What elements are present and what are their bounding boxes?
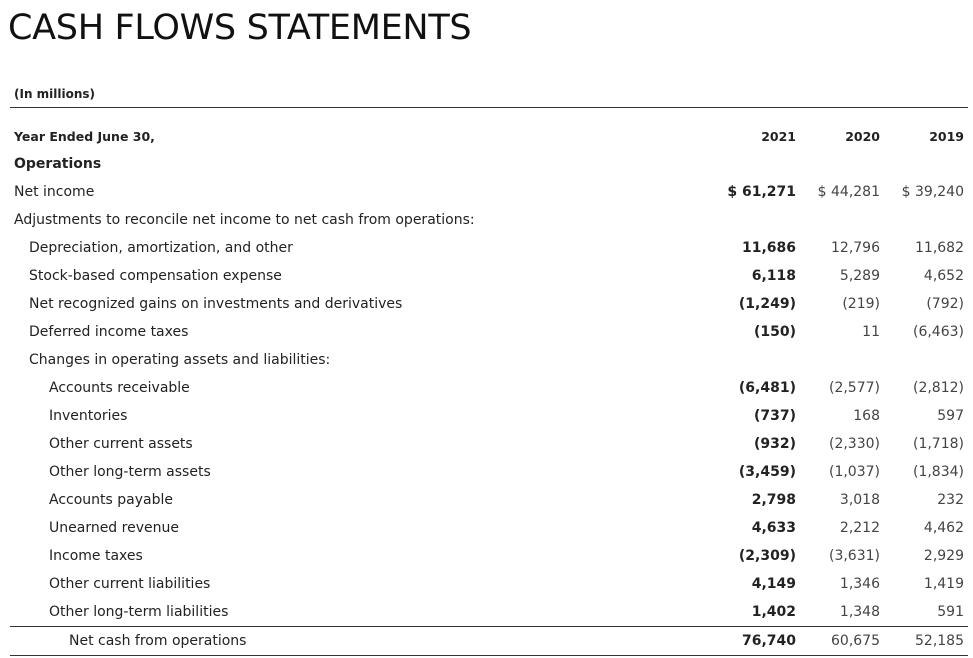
value-2020: (1,037) xyxy=(828,464,880,480)
value-2020: 168 xyxy=(853,408,880,424)
value-2019: 597 xyxy=(937,408,964,424)
value-2020: $ 44,281 xyxy=(817,184,880,200)
value-2021: 76,740 xyxy=(741,633,796,649)
table-row xyxy=(0,627,973,655)
value-2020: 5,289 xyxy=(839,268,880,284)
table-row xyxy=(0,318,973,346)
table-row xyxy=(0,486,973,514)
value-2021: (150) xyxy=(753,324,796,340)
value-2021: 2,798 xyxy=(751,492,796,508)
row-label: Other long-term assets xyxy=(49,464,211,480)
value-2019: (6,463) xyxy=(912,324,964,340)
value-2021: 11,686 xyxy=(741,240,796,256)
value-2019: (792) xyxy=(926,296,964,312)
row-label: Accounts payable xyxy=(49,492,173,508)
row-label: Other current liabilities xyxy=(49,576,211,592)
row-label: Depreciation, amortization, and other xyxy=(29,240,293,256)
value-2019: 52,185 xyxy=(915,633,964,649)
table-row xyxy=(0,150,973,178)
table-row xyxy=(0,374,973,402)
value-2019: 591 xyxy=(937,604,964,620)
row-label: Adjustments to reconcile net income to net cash from operations: xyxy=(14,212,475,228)
bottom-rule xyxy=(10,655,968,656)
value-2020: 60,675 xyxy=(831,633,880,649)
value-2019: 11,682 xyxy=(915,240,964,256)
value-2019: 4,462 xyxy=(923,520,964,536)
table-row xyxy=(0,542,973,570)
table-row xyxy=(0,290,973,318)
row-label: Net cash from operations xyxy=(69,633,247,649)
table-row xyxy=(0,570,973,598)
table-row xyxy=(0,262,973,290)
value-2019: $ 39,240 xyxy=(901,184,964,200)
table-row xyxy=(0,458,973,486)
value-2020: (3,631) xyxy=(828,548,880,564)
total-rule xyxy=(10,626,968,627)
value-2020: 3,018 xyxy=(839,492,880,508)
value-2020: 11 xyxy=(862,324,880,340)
table-row xyxy=(0,346,973,374)
table-row xyxy=(0,178,973,206)
value-2019: 232 xyxy=(937,492,964,508)
header-label: Year Ended June 30, xyxy=(14,129,155,144)
table-row xyxy=(0,402,973,430)
row-label: Inventories xyxy=(49,408,128,424)
row-label: Changes in operating assets and liabilities: xyxy=(29,352,331,368)
value-2019: 1,419 xyxy=(923,576,964,592)
year-header-2019: 2019 xyxy=(929,129,964,144)
value-2021: (737) xyxy=(753,408,796,424)
row-label: Income taxes xyxy=(49,548,143,564)
value-2021: 6,118 xyxy=(751,268,796,284)
page-title: CASH FLOWS STATEMENTS xyxy=(8,8,472,48)
row-label: Operations xyxy=(14,156,102,172)
value-2019: (1,834) xyxy=(912,464,964,480)
value-2020: (2,330) xyxy=(828,436,880,452)
row-label: Other current assets xyxy=(49,436,193,452)
value-2020: 2,212 xyxy=(839,520,880,536)
value-2021: (932) xyxy=(753,436,796,452)
table-row xyxy=(0,206,973,234)
year-header-2021: 2021 xyxy=(761,129,796,144)
top-rule xyxy=(10,107,968,108)
units-note: (In millions) xyxy=(14,87,96,101)
value-2019: (1,718) xyxy=(912,436,964,452)
table-row xyxy=(0,234,973,262)
row-label: Net income xyxy=(14,184,95,200)
row-label: Deferred income taxes xyxy=(29,324,189,340)
value-2019: 2,929 xyxy=(923,548,964,564)
value-2020: 1,346 xyxy=(839,576,880,592)
value-2021: $ 61,271 xyxy=(727,184,796,200)
table-row xyxy=(0,514,973,542)
value-2020: 1,348 xyxy=(839,604,880,620)
row-label: Unearned revenue xyxy=(49,520,179,536)
value-2021: 4,149 xyxy=(751,576,796,592)
row-label: Stock-based compensation expense xyxy=(29,268,282,284)
table-row xyxy=(0,598,973,626)
value-2020: (219) xyxy=(842,296,880,312)
value-2020: 12,796 xyxy=(831,240,880,256)
row-label: Accounts receivable xyxy=(49,380,190,396)
header-row xyxy=(0,123,973,151)
table-row xyxy=(0,430,973,458)
year-header-2020: 2020 xyxy=(845,129,880,144)
value-2021: (1,249) xyxy=(738,296,796,312)
value-2020: (2,577) xyxy=(828,380,880,396)
value-2021: (6,481) xyxy=(738,380,796,396)
row-label: Other long-term liabilities xyxy=(49,604,229,620)
value-2019: 4,652 xyxy=(923,268,964,284)
value-2021: (3,459) xyxy=(738,464,796,480)
value-2021: 1,402 xyxy=(751,604,796,620)
value-2021: 4,633 xyxy=(751,520,796,536)
row-label: Net recognized gains on investments and derivatives xyxy=(29,296,403,312)
value-2021: (2,309) xyxy=(738,548,796,564)
value-2019: (2,812) xyxy=(912,380,964,396)
